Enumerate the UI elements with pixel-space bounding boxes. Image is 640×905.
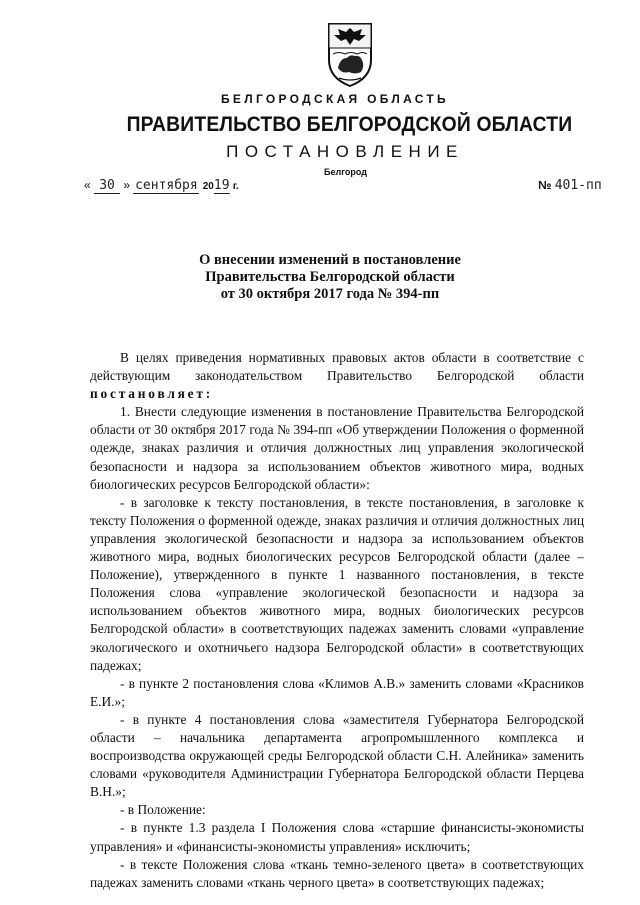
document-type: ПОСТАНОВЛЕНИЕ (226, 142, 464, 161)
coat-of-arms-icon (325, 20, 375, 88)
subject-line-2: Правительства Белгородской области (205, 269, 455, 285)
bullet-4-paragraph: - в Положение: (120, 802, 206, 818)
subject-line-1: О внесении изменений в постановление (199, 252, 461, 268)
document-number (538, 178, 602, 193)
date-year-unit: г. (232, 181, 239, 192)
number-value: 401-пп (554, 178, 602, 193)
subject-line-3: от 30 октября 2017 года № 394-пп (220, 286, 440, 302)
city-name: Белгород (324, 167, 367, 177)
date-year-prefix: 20 (202, 181, 214, 192)
date-month: сентября (135, 178, 198, 193)
government-title: ПРАВИТЕЛЬСТВО БЕЛГОРОДСКОЙ ОБЛАСТИ (126, 113, 573, 136)
date-close-quote: » (123, 178, 131, 192)
bullet-5-paragraph: - в пункте 1.3 раздела I Положения слова «старшие финансисты-экономисты управления» и «финансисты-экономисты управления» исключить; (90, 820, 584, 854)
document-date (84, 178, 239, 194)
number-prefix: № (538, 178, 552, 192)
bullet-3-paragraph: - в пункте 4 постановления слова «заместителя Губернатора Белгородской области – начальника департамента агропромышленного комплекса и воспроизводства окружающей среды Белгородской области С.Н. Алейника» заменить словами «руководителя Администрации Губернатора Белгородской области Перцева В.Н.»; (90, 711, 584, 800)
preamble-text: В целях приведения нормативных правовых актов области в соответствие с действующим законодательством Правительство Белгородской области (90, 350, 584, 384)
date-open-quote: « (84, 178, 91, 192)
document-body (90, 349, 584, 892)
region-name: БЕЛГОРОДСКАЯ ОБЛАСТЬ (221, 92, 449, 106)
bullet-2-paragraph: - в пункте 2 постановления слова «Климов А.В.» заменить словами «Красников Е.И.»; (90, 675, 584, 709)
bullet-6-paragraph: - в тексте Положения слова «ткань темно-зеленого цвета» в соответствующих падежах заменить словами «ткань черного цвета» в соответствующих падежах; (90, 856, 584, 890)
date-year-suffix: 19 (213, 178, 230, 193)
resolves-word: постановляет: (90, 386, 214, 402)
item-1-paragraph: 1. Внести следующие изменения в постановление Правительства Белгородской области от 30 октября 2017 года № 394-пп «Об утверждении Положения о форменной одежде, знаках различия и отличия должностных лиц управления экологической безопасности и надзора за использованием объектов животного мира, водных биологических ресурсов Белгородской области»: (90, 404, 584, 492)
bullet-1-paragraph: - в заголовке к тексту постановления, в тексте постановления, в заголовке к тексту Положения о форменной одежде, знаках различия и отличия должностных лиц управления экологической безопасности и надзора за использованием объектов животного мира, водных биологических ресурсов Белгородской области (далее – Положение), утвержденного в пункте 1 названного постановления, в тексте Положения слова «управление экологической безопасности и надзора за использованием объектов животного мира, водных биологических ресурсов Белгородской области» в соответствующих падежах заменить словами «управление экологического и охотничьего надзора Белгородской области» в соответствующих падежах; (90, 494, 584, 673)
document-subject (130, 252, 530, 303)
preamble-paragraph (90, 349, 584, 403)
date-day: 30 (94, 178, 120, 194)
